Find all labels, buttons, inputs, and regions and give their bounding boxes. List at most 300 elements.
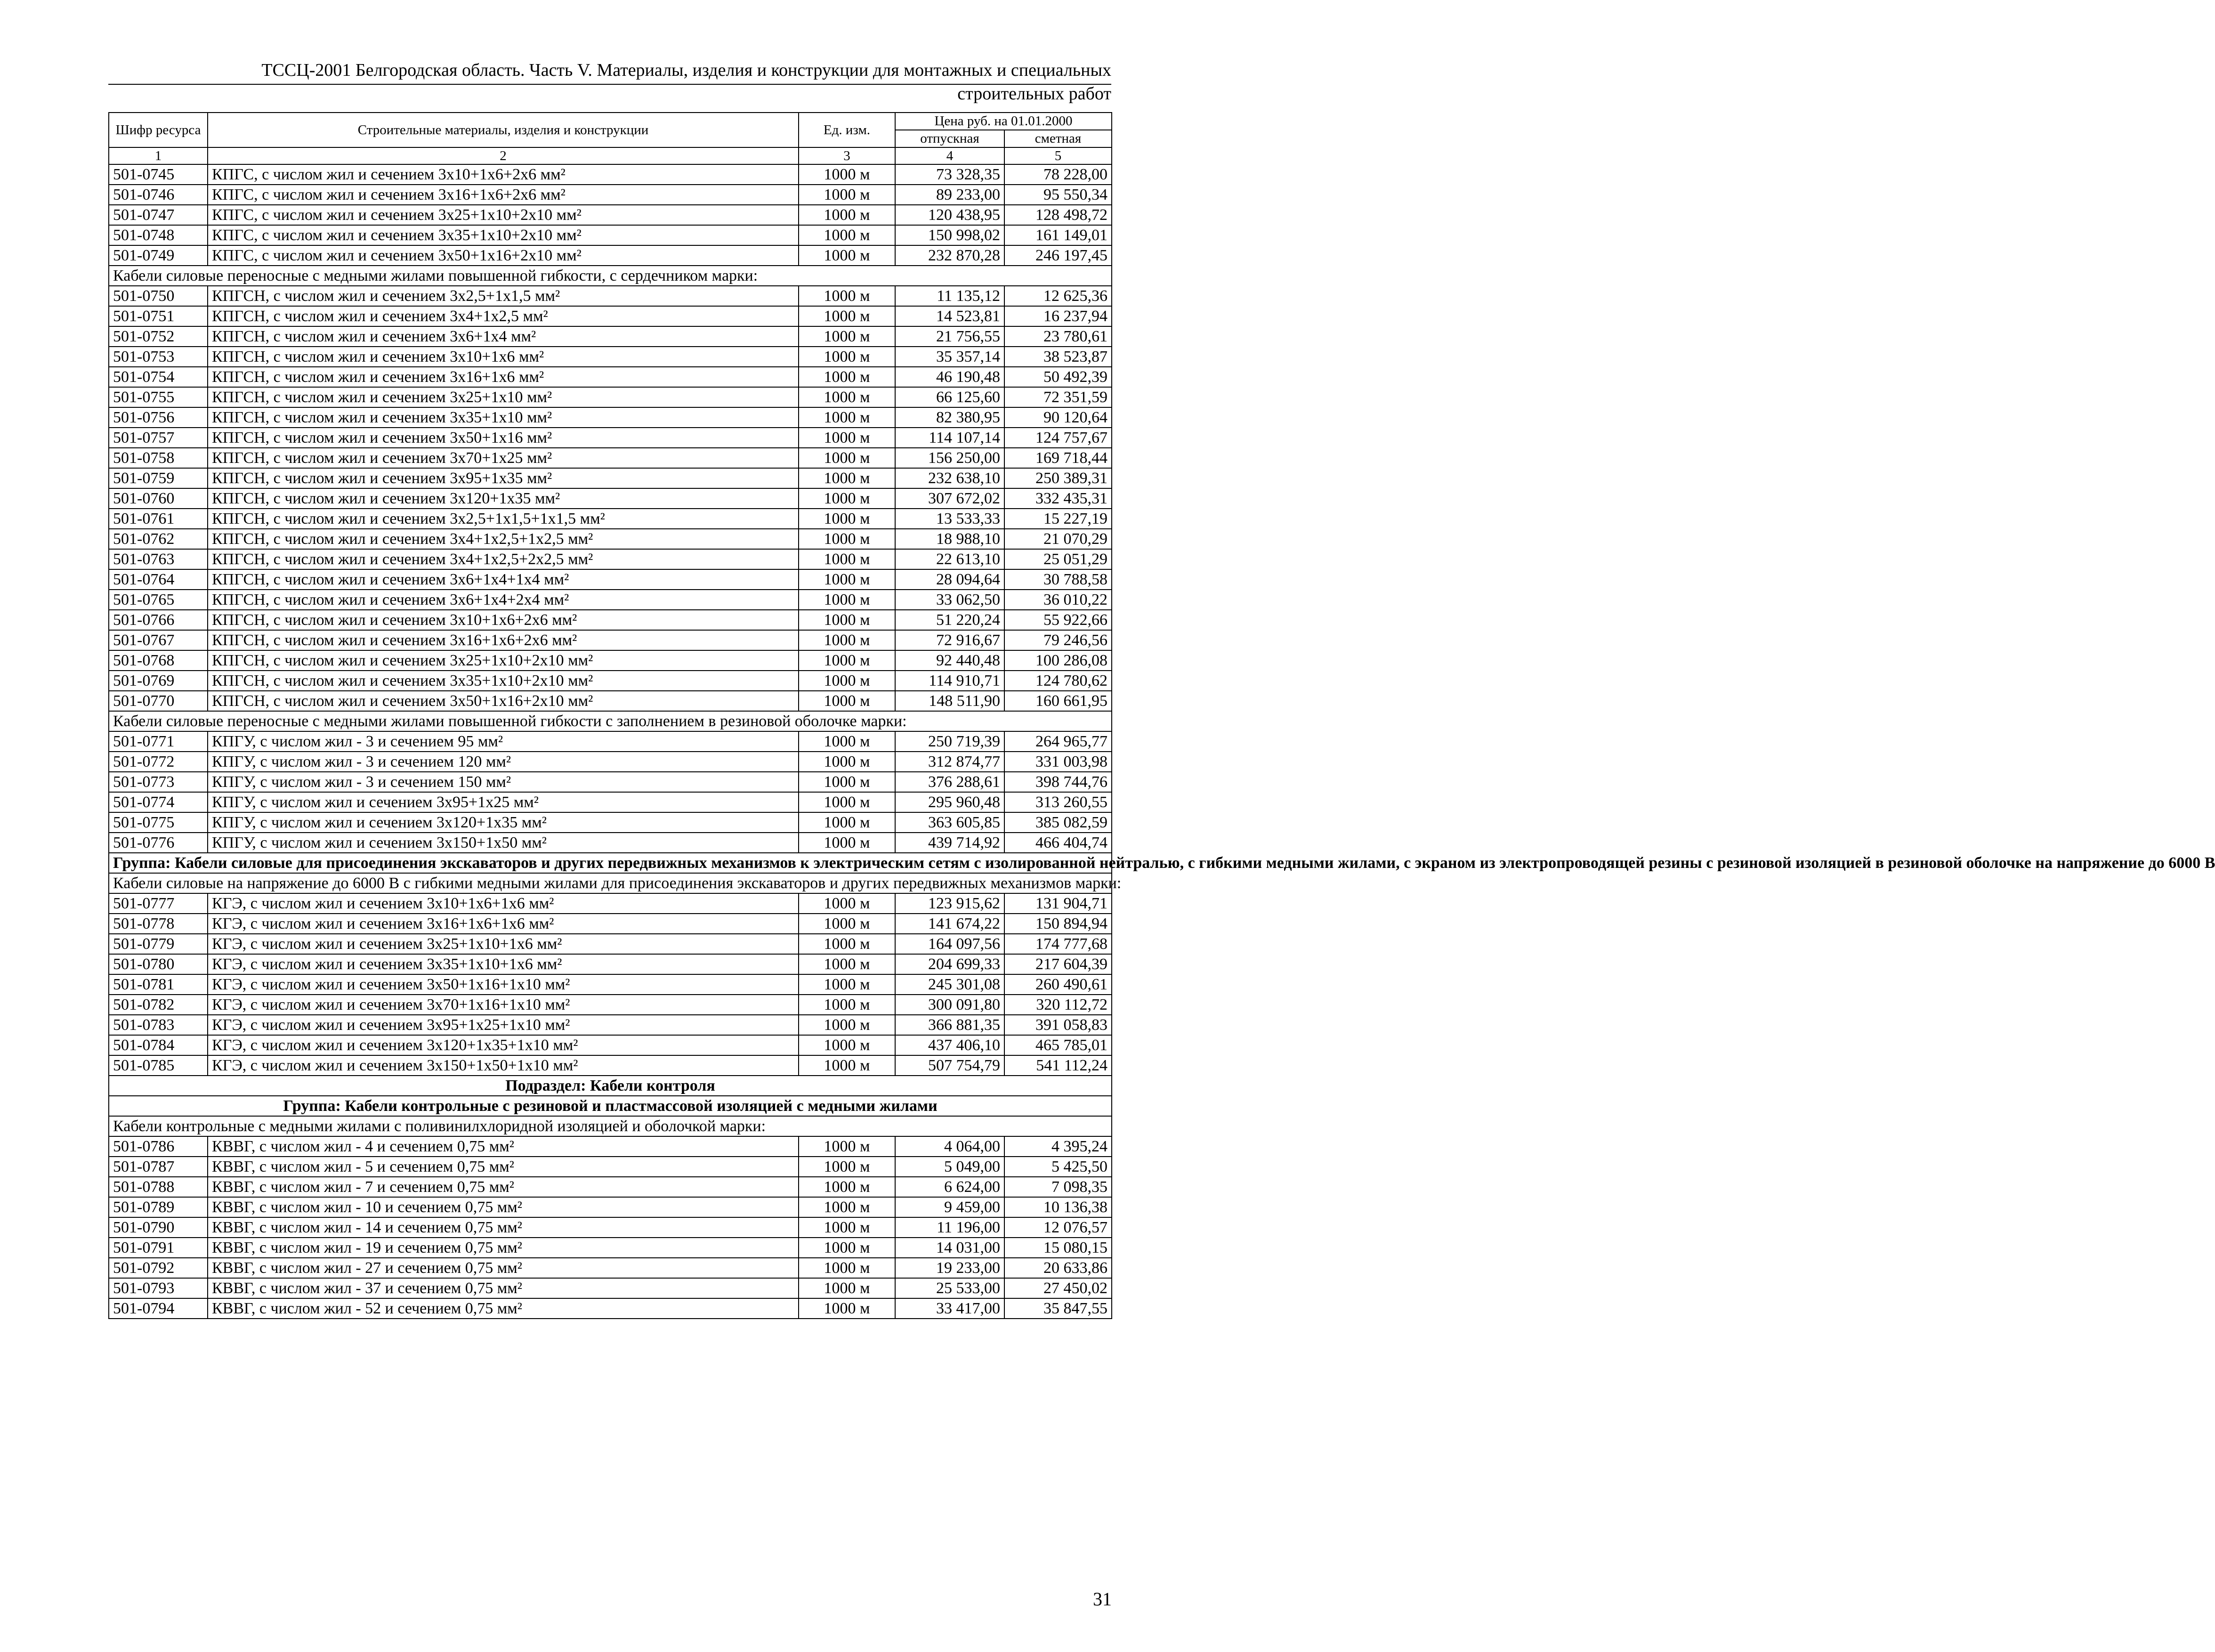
- resource-name: КПГСН, с числом жил и сечением 3х2,5+1х1,5+1х1,5 мм²: [208, 509, 799, 529]
- table-row: [109, 347, 1112, 367]
- table-row: [109, 1197, 1112, 1217]
- table-row: [109, 367, 1112, 387]
- resource-name: КПГСН, с числом жил и сечением 3х16+1х6+2х6 мм²: [208, 630, 799, 650]
- resource-name: КГЭ, с числом жил и сечением 3х150+1х50+1х10 мм²: [208, 1055, 799, 1076]
- resource-code: 501-0745: [109, 164, 208, 185]
- release-price: 51 220,24: [895, 610, 1004, 630]
- resource-name: КПГСН, с числом жил и сечением 3х50+1х16 мм²: [208, 428, 799, 448]
- estimate-price: 541 112,24: [1004, 1055, 1112, 1076]
- estimate-price: 5 425,50: [1004, 1157, 1112, 1177]
- unit-cell: 1000 м: [799, 367, 895, 387]
- resource-code: 501-0774: [109, 792, 208, 812]
- table-row: [109, 488, 1112, 509]
- unit-cell: 1000 м: [799, 650, 895, 671]
- unit-cell: 1000 м: [799, 671, 895, 691]
- group-heading: Группа: Кабели силовые для присоединения экскаваторов и других передвижных механизмов к электрическим сетям с изолированной нейтралью, с гибкими медными жилами, с экраном из электропроводящей резины с резиновой изоляцией в резиновой оболочке на напряжение до 6000 В: [109, 853, 1112, 873]
- table-row: [109, 974, 1112, 995]
- estimate-price: 7 098,35: [1004, 1177, 1112, 1197]
- unit-cell: 1000 м: [799, 164, 895, 185]
- estimate-price: 72 351,59: [1004, 387, 1112, 407]
- unit-cell: 1000 м: [799, 1238, 895, 1258]
- estimate-price: 320 112,72: [1004, 995, 1112, 1015]
- group-heading-row: [109, 853, 1112, 873]
- release-price: 300 091,80: [895, 995, 1004, 1015]
- table-row: [109, 650, 1112, 671]
- estimate-price: 160 661,95: [1004, 691, 1112, 711]
- estimate-price: 169 718,44: [1004, 448, 1112, 468]
- resource-name: КПГСН, с числом жил и сечением 3х16+1х6 мм²: [208, 367, 799, 387]
- header-title: ТССЦ-2001 Белгородская область. Часть V. Материалы, изделия и конструкции для монтажных и специальных: [261, 60, 1111, 80]
- release-price: 6 624,00: [895, 1177, 1004, 1197]
- resource-name: КПГСН, с числом жил и сечением 3х25+1х10+2х10 мм²: [208, 650, 799, 671]
- estimate-price: 150 894,94: [1004, 914, 1112, 934]
- resource-code: 501-0783: [109, 1015, 208, 1035]
- resource-name: КПГУ, с числом жил - 3 и сечением 120 мм²: [208, 752, 799, 772]
- release-price: 312 874,77: [895, 752, 1004, 772]
- unit-cell: 1000 м: [799, 205, 895, 225]
- resource-name: КПГС, с числом жил и сечением 3х25+1х10+2х10 мм²: [208, 205, 799, 225]
- resource-code: 501-0754: [109, 367, 208, 387]
- estimate-price: 100 286,08: [1004, 650, 1112, 671]
- release-price: 11 196,00: [895, 1217, 1004, 1238]
- resource-code: 501-0763: [109, 549, 208, 569]
- table-row: [109, 1298, 1112, 1319]
- table-row: [109, 954, 1112, 974]
- resource-name: КПГСН, с числом жил и сечением 3х35+1х10 мм²: [208, 407, 799, 428]
- resource-name: КПГУ, с числом жил - 3 и сечением 95 мм²: [208, 731, 799, 752]
- estimate-price: 23 780,61: [1004, 326, 1112, 347]
- resource-name: КПГСН, с числом жил и сечением 3х6+1х4 мм²: [208, 326, 799, 347]
- estimate-price: 35 847,55: [1004, 1298, 1112, 1319]
- table-row: [109, 407, 1112, 428]
- table-row: [109, 934, 1112, 954]
- release-price: 507 754,79: [895, 1055, 1004, 1076]
- resource-code: 501-0786: [109, 1136, 208, 1157]
- table-row: [109, 630, 1112, 650]
- release-price: 245 301,08: [895, 974, 1004, 995]
- page-header-continued: [108, 83, 1111, 105]
- resource-code: 501-0768: [109, 650, 208, 671]
- table-row: [109, 428, 1112, 448]
- table-row: [109, 529, 1112, 549]
- column-number-row: [109, 147, 1112, 164]
- unit-cell: 1000 м: [799, 1278, 895, 1298]
- unit-cell: 1000 м: [799, 448, 895, 468]
- release-price: 250 719,39: [895, 731, 1004, 752]
- estimate-price: 466 404,74: [1004, 833, 1112, 853]
- table-row: [109, 387, 1112, 407]
- table-row: [109, 671, 1112, 691]
- estimate-price: 95 550,34: [1004, 185, 1112, 205]
- resource-code: 501-0784: [109, 1035, 208, 1055]
- estimate-price: 250 389,31: [1004, 468, 1112, 488]
- resource-code: 501-0753: [109, 347, 208, 367]
- release-price: 33 062,50: [895, 590, 1004, 610]
- estimate-price: 332 435,31: [1004, 488, 1112, 509]
- column-header-release-price: отпускная: [895, 130, 1004, 147]
- table-row: [109, 326, 1112, 347]
- estimate-price: 79 246,56: [1004, 630, 1112, 650]
- estimate-price: 385 082,59: [1004, 812, 1112, 833]
- table-row: [109, 691, 1112, 711]
- table-row: [109, 731, 1112, 752]
- release-price: 33 417,00: [895, 1298, 1004, 1319]
- unit-cell: 1000 м: [799, 1055, 895, 1076]
- unit-cell: 1000 м: [799, 509, 895, 529]
- resource-code: 501-0777: [109, 893, 208, 914]
- release-price: 21 756,55: [895, 326, 1004, 347]
- table-row: [109, 610, 1112, 630]
- resource-code: 501-0790: [109, 1217, 208, 1238]
- release-price: 363 605,85: [895, 812, 1004, 833]
- section-heading-row: [109, 873, 1112, 893]
- estimate-price: 217 604,39: [1004, 954, 1112, 974]
- estimate-price: 264 965,77: [1004, 731, 1112, 752]
- resource-code: 501-0776: [109, 833, 208, 853]
- table-row: [109, 1015, 1112, 1035]
- release-price: 164 097,56: [895, 934, 1004, 954]
- table-row: [109, 185, 1112, 205]
- unit-cell: 1000 м: [799, 812, 895, 833]
- estimate-price: 30 788,58: [1004, 569, 1112, 590]
- release-price: 150 998,02: [895, 225, 1004, 245]
- release-price: 19 233,00: [895, 1258, 1004, 1278]
- resource-code: 501-0764: [109, 569, 208, 590]
- release-price: 11 135,12: [895, 286, 1004, 306]
- release-price: 439 714,92: [895, 833, 1004, 853]
- resource-name: КВВГ, с числом жил - 19 и сечением 0,75 мм²: [208, 1238, 799, 1258]
- resource-code: 501-0759: [109, 468, 208, 488]
- header-title-continued: строительных работ: [957, 84, 1111, 104]
- release-price: 35 357,14: [895, 347, 1004, 367]
- resource-code: 501-0747: [109, 205, 208, 225]
- estimate-price: 20 633,86: [1004, 1258, 1112, 1278]
- resource-name: КПГСН, с числом жил и сечением 3х50+1х16+2х10 мм²: [208, 691, 799, 711]
- release-price: 9 459,00: [895, 1197, 1004, 1217]
- release-price: 25 533,00: [895, 1278, 1004, 1298]
- release-price: 156 250,00: [895, 448, 1004, 468]
- unit-cell: 1000 м: [799, 1258, 895, 1278]
- column-header-price: Цена руб. на 01.01.2000: [895, 113, 1112, 130]
- unit-cell: 1000 м: [799, 1035, 895, 1055]
- release-price: 73 328,35: [895, 164, 1004, 185]
- release-price: 89 233,00: [895, 185, 1004, 205]
- estimate-price: 313 260,55: [1004, 792, 1112, 812]
- table-row: [109, 914, 1112, 934]
- section-heading: Кабели силовые переносные с медными жилами повышенной гибкости с заполнением в резиновой оболочке марки:: [109, 711, 1112, 731]
- resource-code: 501-0782: [109, 995, 208, 1015]
- resource-name: КПГСН, с числом жил и сечением 3х2,5+1х1,5 мм²: [208, 286, 799, 306]
- resource-code: 501-0787: [109, 1157, 208, 1177]
- estimate-price: 260 490,61: [1004, 974, 1112, 995]
- resource-code: 501-0775: [109, 812, 208, 833]
- resource-code: 501-0791: [109, 1238, 208, 1258]
- resource-name: КГЭ, с числом жил и сечением 3х70+1х16+1х10 мм²: [208, 995, 799, 1015]
- resource-name: КПГСН, с числом жил и сечением 3х6+1х4+1х4 мм²: [208, 569, 799, 590]
- unit-cell: 1000 м: [799, 225, 895, 245]
- unit-cell: 1000 м: [799, 387, 895, 407]
- resource-name: КПГС, с числом жил и сечением 3х16+1х6+2х6 мм²: [208, 185, 799, 205]
- estimate-price: 27 450,02: [1004, 1278, 1112, 1298]
- group-heading-row: [109, 1096, 1112, 1116]
- resource-name: КПГСН, с числом жил и сечением 3х120+1х35 мм²: [208, 488, 799, 509]
- table-row: [109, 772, 1112, 792]
- unit-cell: 1000 м: [799, 306, 895, 326]
- release-price: 376 288,61: [895, 772, 1004, 792]
- resource-code: 501-0760: [109, 488, 208, 509]
- resource-code: 501-0779: [109, 934, 208, 954]
- unit-cell: 1000 м: [799, 569, 895, 590]
- group-heading: Группа: Кабели контрольные с резиновой и пластмассовой изоляцией с медными жилами: [109, 1096, 1112, 1116]
- column-number: 5: [1004, 147, 1112, 164]
- subdivision-heading-row: [109, 1076, 1112, 1096]
- section-heading-row: [109, 711, 1112, 731]
- table-row: [109, 1055, 1112, 1076]
- estimate-price: 124 780,62: [1004, 671, 1112, 691]
- estimate-price: 15 227,19: [1004, 509, 1112, 529]
- estimate-price: 331 003,98: [1004, 752, 1112, 772]
- release-price: 120 438,95: [895, 205, 1004, 225]
- unit-cell: 1000 м: [799, 1197, 895, 1217]
- resource-code: 501-0781: [109, 974, 208, 995]
- release-price: 114 910,71: [895, 671, 1004, 691]
- resource-name: КВВГ, с числом жил - 7 и сечением 0,75 мм²: [208, 1177, 799, 1197]
- release-price: 82 380,95: [895, 407, 1004, 428]
- resource-name: КПГУ, с числом жил и сечением 3х120+1х35 мм²: [208, 812, 799, 833]
- estimate-price: 128 498,72: [1004, 205, 1112, 225]
- unit-cell: 1000 м: [799, 893, 895, 914]
- release-price: 123 915,62: [895, 893, 1004, 914]
- resource-name: КВВГ, с числом жил - 52 и сечением 0,75 мм²: [208, 1298, 799, 1319]
- resource-name: КВВГ, с числом жил - 37 и сечением 0,75 мм²: [208, 1278, 799, 1298]
- table-row: [109, 1035, 1112, 1055]
- release-price: 14 523,81: [895, 306, 1004, 326]
- estimate-price: 391 058,83: [1004, 1015, 1112, 1035]
- estimate-price: 10 136,38: [1004, 1197, 1112, 1217]
- resource-code: 501-0771: [109, 731, 208, 752]
- resource-code: 501-0767: [109, 630, 208, 650]
- unit-cell: 1000 м: [799, 1298, 895, 1319]
- estimate-price: 124 757,67: [1004, 428, 1112, 448]
- unit-cell: 1000 м: [799, 691, 895, 711]
- column-header-estimate-price: сметная: [1004, 130, 1112, 147]
- unit-cell: 1000 м: [799, 833, 895, 853]
- table-row: [109, 306, 1112, 326]
- unit-cell: 1000 м: [799, 488, 895, 509]
- page-header: [108, 59, 1111, 81]
- release-price: 366 881,35: [895, 1015, 1004, 1035]
- release-price: 204 699,33: [895, 954, 1004, 974]
- release-price: 141 674,22: [895, 914, 1004, 934]
- unit-cell: 1000 м: [799, 731, 895, 752]
- unit-cell: 1000 м: [799, 185, 895, 205]
- resource-code: 501-0769: [109, 671, 208, 691]
- table-row: [109, 752, 1112, 772]
- table-header-row: [109, 113, 1112, 130]
- unit-cell: 1000 м: [799, 1157, 895, 1177]
- subdivision-heading: Подраздел: Кабели контроля: [109, 1076, 1112, 1096]
- table-row: [109, 448, 1112, 468]
- table-row: [109, 164, 1112, 185]
- resource-name: КВВГ, с числом жил - 14 и сечением 0,75 мм²: [208, 1217, 799, 1238]
- table-row: [109, 205, 1112, 225]
- resource-name: КВВГ, с числом жил - 4 и сечением 0,75 мм²: [208, 1136, 799, 1157]
- resource-name: КГЭ, с числом жил и сечением 3х35+1х10+1х6 мм²: [208, 954, 799, 974]
- table-row: [109, 1278, 1112, 1298]
- table-row: [109, 225, 1112, 245]
- release-price: 437 406,10: [895, 1035, 1004, 1055]
- resource-name: КПГУ, с числом жил и сечением 3х150+1х50 мм²: [208, 833, 799, 853]
- estimate-price: 38 523,87: [1004, 347, 1112, 367]
- release-price: 232 870,28: [895, 245, 1004, 266]
- release-price: 46 190,48: [895, 367, 1004, 387]
- table-row: [109, 1217, 1112, 1238]
- table-row: [109, 893, 1112, 914]
- unit-cell: 1000 м: [799, 428, 895, 448]
- unit-cell: 1000 м: [799, 1177, 895, 1197]
- resource-code: 501-0780: [109, 954, 208, 974]
- resource-name: КПГСН, с числом жил и сечением 3х6+1х4+2х4 мм²: [208, 590, 799, 610]
- column-number: 1: [109, 147, 208, 164]
- resource-name: КПГС, с числом жил и сечением 3х10+1х6+2х6 мм²: [208, 164, 799, 185]
- unit-cell: 1000 м: [799, 792, 895, 812]
- resource-name: КВВГ, с числом жил - 5 и сечением 0,75 мм²: [208, 1157, 799, 1177]
- resource-code: 501-0778: [109, 914, 208, 934]
- unit-cell: 1000 м: [799, 468, 895, 488]
- estimate-price: 12 625,36: [1004, 286, 1112, 306]
- resource-table: [108, 112, 2215, 1319]
- unit-cell: 1000 м: [799, 934, 895, 954]
- resource-code: 501-0766: [109, 610, 208, 630]
- unit-cell: 1000 м: [799, 590, 895, 610]
- resource-name: КПГУ, с числом жил и сечением 3х95+1х25 мм²: [208, 792, 799, 812]
- resource-code: 501-0785: [109, 1055, 208, 1076]
- estimate-price: 4 395,24: [1004, 1136, 1112, 1157]
- estimate-price: 25 051,29: [1004, 549, 1112, 569]
- resource-name: КГЭ, с числом жил и сечением 3х120+1х35+1х10 мм²: [208, 1035, 799, 1055]
- unit-cell: 1000 м: [799, 1217, 895, 1238]
- resource-name: КПГС, с числом жил и сечением 3х35+1х10+2х10 мм²: [208, 225, 799, 245]
- resource-name: КПГСН, с числом жил и сечением 3х10+1х6+2х6 мм²: [208, 610, 799, 630]
- resource-name: КПГСН, с числом жил и сечением 3х10+1х6 мм²: [208, 347, 799, 367]
- table-row: [109, 569, 1112, 590]
- page-number: 31: [1093, 1588, 1112, 1610]
- unit-cell: 1000 м: [799, 630, 895, 650]
- resource-code: 501-0770: [109, 691, 208, 711]
- release-price: 295 960,48: [895, 792, 1004, 812]
- estimate-price: 90 120,64: [1004, 407, 1112, 428]
- table-body: [109, 164, 2215, 1319]
- table-row: [109, 995, 1112, 1015]
- table-row: [109, 792, 1112, 812]
- estimate-price: 21 070,29: [1004, 529, 1112, 549]
- resource-code: 501-0788: [109, 1177, 208, 1197]
- resource-name: КГЭ, с числом жил и сечением 3х10+1х6+1х6 мм²: [208, 893, 799, 914]
- resource-name: КПГУ, с числом жил - 3 и сечением 150 мм²: [208, 772, 799, 792]
- resource-code: 501-0749: [109, 245, 208, 266]
- resource-name: КВВГ, с числом жил - 27 и сечением 0,75 мм²: [208, 1258, 799, 1278]
- column-header-unit: Ед. изм.: [799, 113, 895, 147]
- column-number: 2: [208, 147, 799, 164]
- release-price: 4 064,00: [895, 1136, 1004, 1157]
- section-heading: Кабели контрольные с медными жилами с поливинилхлоридной изоляцией и оболочкой марки:: [109, 1116, 1112, 1136]
- unit-cell: 1000 м: [799, 286, 895, 306]
- estimate-price: 161 149,01: [1004, 225, 1112, 245]
- unit-cell: 1000 м: [799, 326, 895, 347]
- unit-cell: 1000 м: [799, 347, 895, 367]
- table-row: [109, 286, 1112, 306]
- release-price: 307 672,02: [895, 488, 1004, 509]
- resource-name: КПГСН, с числом жил и сечением 3х4+1х2,5 мм²: [208, 306, 799, 326]
- resource-name: КГЭ, с числом жил и сечением 3х25+1х10+1х6 мм²: [208, 934, 799, 954]
- estimate-price: 246 197,45: [1004, 245, 1112, 266]
- resource-code: 501-0751: [109, 306, 208, 326]
- resource-code: 501-0772: [109, 752, 208, 772]
- release-price: 13 533,33: [895, 509, 1004, 529]
- resource-code: 501-0765: [109, 590, 208, 610]
- resource-code: 501-0748: [109, 225, 208, 245]
- unit-cell: 1000 м: [799, 954, 895, 974]
- resource-code: 501-0794: [109, 1298, 208, 1319]
- estimate-price: 16 237,94: [1004, 306, 1112, 326]
- unit-cell: 1000 м: [799, 529, 895, 549]
- unit-cell: 1000 м: [799, 610, 895, 630]
- unit-cell: 1000 м: [799, 752, 895, 772]
- estimate-price: 465 785,01: [1004, 1035, 1112, 1055]
- resource-code: 501-0755: [109, 387, 208, 407]
- resource-code: 501-0793: [109, 1278, 208, 1298]
- column-number: 3: [799, 147, 895, 164]
- unit-cell: 1000 м: [799, 1136, 895, 1157]
- estimate-price: 36 010,22: [1004, 590, 1112, 610]
- unit-cell: 1000 м: [799, 245, 895, 266]
- release-price: 66 125,60: [895, 387, 1004, 407]
- resource-code: 501-0757: [109, 428, 208, 448]
- estimate-price: 174 777,68: [1004, 934, 1112, 954]
- table-row: [109, 1177, 1112, 1197]
- column-number: 4: [895, 147, 1004, 164]
- resource-code: 501-0792: [109, 1258, 208, 1278]
- resource-code: 501-0762: [109, 529, 208, 549]
- table-row: [109, 509, 1112, 529]
- unit-cell: 1000 м: [799, 995, 895, 1015]
- section-heading-row: [109, 1116, 1112, 1136]
- table-row: [109, 245, 1112, 266]
- release-price: 114 107,14: [895, 428, 1004, 448]
- table-row: [109, 812, 1112, 833]
- section-heading: Кабели силовые на напряжение до 6000 В с гибкими медными жилами для присоединения экскаваторов и других передвижных механизмов марки:: [109, 873, 1112, 893]
- resource-name: КПГСН, с числом жил и сечением 3х35+1х10+2х10 мм²: [208, 671, 799, 691]
- resource-code: 501-0746: [109, 185, 208, 205]
- table-row: [109, 1238, 1112, 1258]
- resource-name: КПГСН, с числом жил и сечением 3х70+1х25 мм²: [208, 448, 799, 468]
- table-row: [109, 590, 1112, 610]
- resource-code: 501-0758: [109, 448, 208, 468]
- section-heading-row: [109, 266, 1112, 286]
- resource-name: КПГСН, с числом жил и сечением 3х4+1х2,5+1х2,5 мм²: [208, 529, 799, 549]
- estimate-price: 15 080,15: [1004, 1238, 1112, 1258]
- column-header-code: Шифр ресурса: [109, 113, 208, 147]
- resource-name: КПГСН, с числом жил и сечением 3х4+1х2,5+2х2,5 мм²: [208, 549, 799, 569]
- estimate-price: 50 492,39: [1004, 367, 1112, 387]
- resource-name: КГЭ, с числом жил и сечением 3х50+1х16+1х10 мм²: [208, 974, 799, 995]
- resource-name: КПГС, с числом жил и сечением 3х50+1х16+2х10 мм²: [208, 245, 799, 266]
- table-row: [109, 1258, 1112, 1278]
- release-price: 5 049,00: [895, 1157, 1004, 1177]
- unit-cell: 1000 м: [799, 974, 895, 995]
- table-row: [109, 833, 1112, 853]
- section-heading: Кабели силовые переносные с медными жилами повышенной гибкости, с сердечником марки:: [109, 266, 1112, 286]
